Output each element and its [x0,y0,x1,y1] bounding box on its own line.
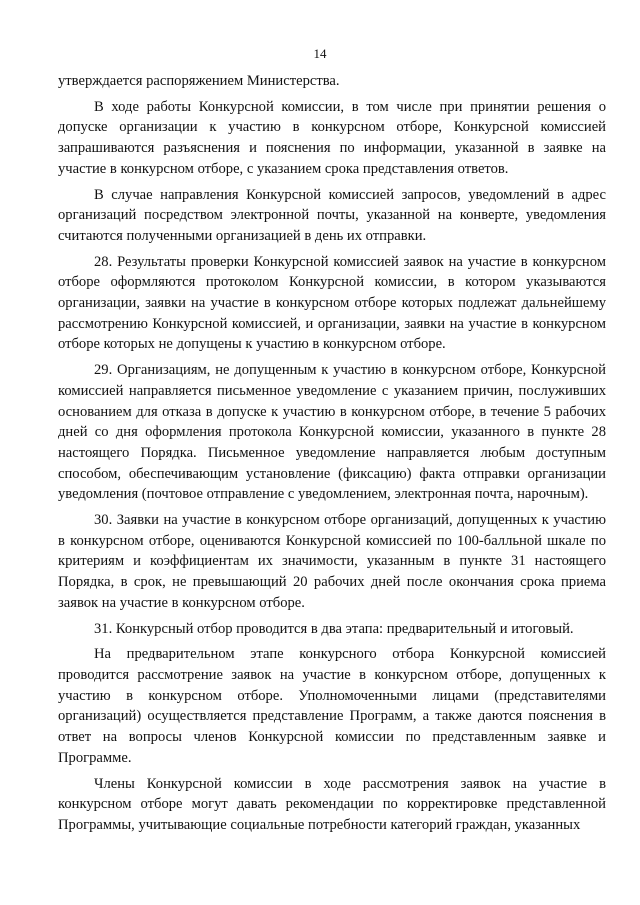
document-body [58,71,606,841]
paragraph-email-notices: В случае направления Конкурсной комиссией запросов, уведомлений в адрес организаций посредством электронной почты, указанной на конверте, уведомления считаются полученными организацией в день их отправки. [58,186,606,244]
paragraph-item-28: 28. Результаты проверки Конкурсной комиссией заявок на участие в конкурсном отборе оформляются протоколом Конкурсной комиссии, в котором указываются организации, заявки на участие в конкурсном отборе которых подлежат дальнейшему рассмотрению Конкурсной комиссией, и организации, заявки на участие в конкурсном отборе которых не допущены к участию в конкурсном отборе. [58,253,606,353]
paragraph-preliminary-stage: На предварительном этапе конкурсного отбора Конкурсной комиссией проводится рассмотрение заявок на участие в конкурсном отборе, допущенных к участию в конкурсном отборе. Уполномоченными лицами (представителями организаций) осуществляется представление Программ, а также даются пояснения в ответ на вопросы членов Конкурсной комиссии по представленным заявке и Программе. [58,646,606,766]
paragraph-commission-recommendations: Члены Конкурсной комиссии в ходе рассмотрения заявок на участие в конкурсном отборе могут давать рекомендации по корректировке представленной Программы, учитывающие социальные потребности категорий граждан, указанных [58,775,606,833]
paragraph-clarifications: В ходе работы Конкурсной комиссии, в том числе при принятии решения о допуске организации к участию в конкурсном отборе, Конкурсной комиссией запрашиваются разъяснения и пояснения по информации, указанной в заявке на участие в конкурсном отборе, с указанием срока представления ответов. [58,98,606,177]
paragraph-continuation: утверждается распоряжением Министерства. [58,73,340,89]
paragraph-item-29: 29. Организациям, не допущенным к участию в конкурсном отборе, Конкурсной комиссией направляется письменное уведомление с указанием причин, послуживших основанием для отказа в допуске к участию в конкурсном отборе, в течение 5 рабочих дней со дня оформления протокола Конкурсной комиссии, указанного в пункте 28 настоящего Порядка. Письменное уведомление направляется любым доступным способом, обеспечивающим установление (фиксацию) факта отправки организации уведомления (почтовое отправление с уведомлением, электронная почта, нарочным). [58,362,606,503]
paragraph-item-30: 30. Заявки на участие в конкурсном отборе организаций, допущенных к участию в конкурсном отборе, оцениваются Конкурсной комиссией по 100-балльной шкале по критериям и коэффициентам их значимости, указанным в пункте 31 настоящего Порядка, в срок, не превышающий 20 рабочих дней после окончания срока приема заявок на участие в конкурсном отборе. [58,512,606,611]
paragraph-item-31: 31. Конкурсный отбор проводится в два этапа: предварительный и итоговый. [94,620,574,637]
page-number: 14 [313,46,327,61]
